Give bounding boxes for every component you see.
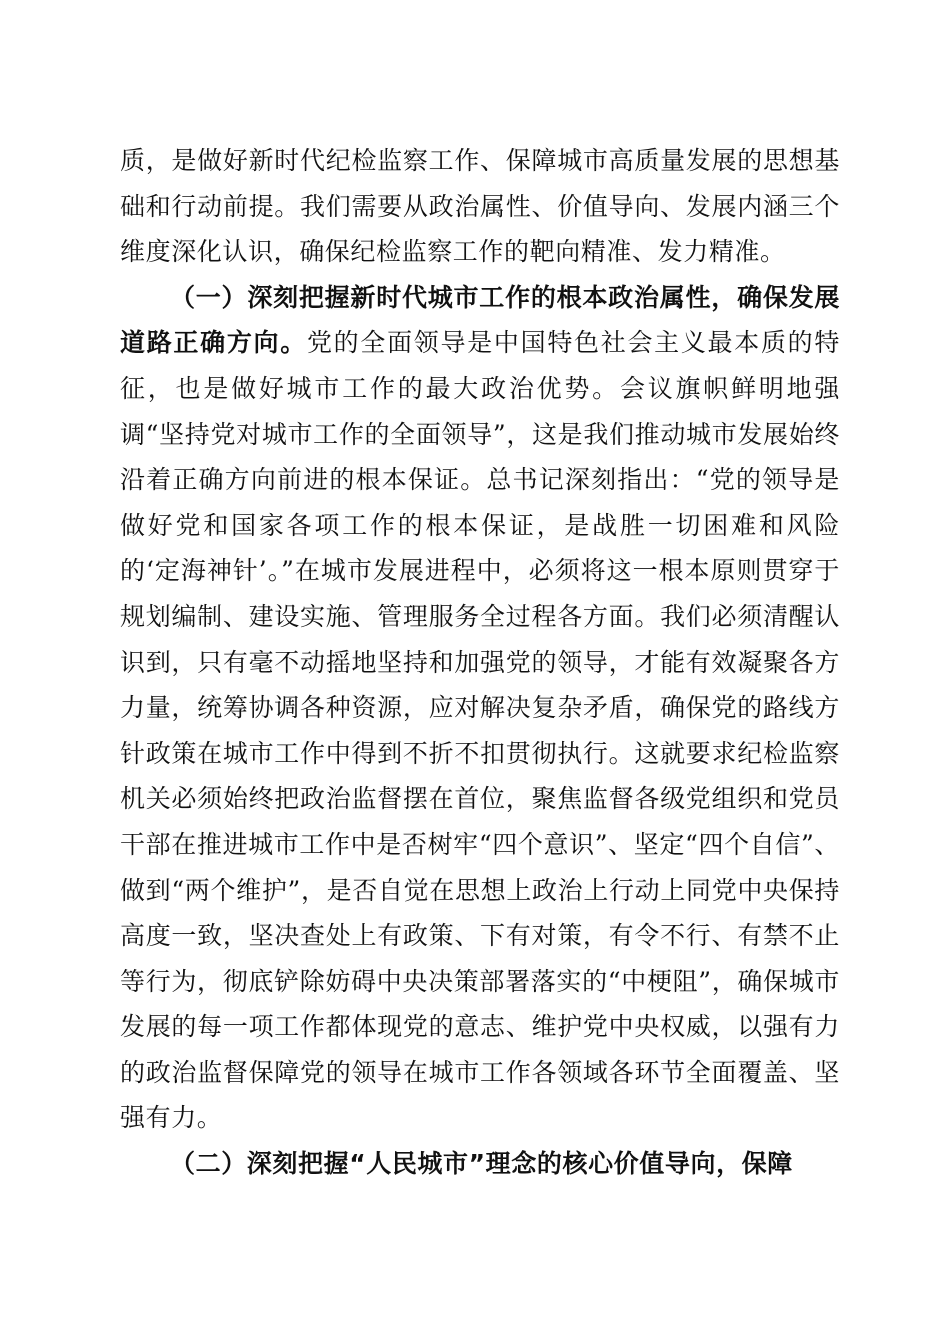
section-heading-1: （一）深刻把握新时代城市工作的根本政治属性，确保发展道路正确方向。 — [120, 282, 840, 358]
paragraph-text: 党的全面领导是中国特色社会主义最本质的特征，也是做好城市工作的最大政治优势。会议旗帜鲜明地强调“坚持党对城市工作的全面领导”，这是我们推动城市发展始终沿着正确方向前进的根本保证。总书记深刻指出：“党的领导是做好党和国家各项工作的根本保证，是战胜一切困难和风险的‘定海神针’。”在城市发展进程中，必须将这一根本原则贯穿于规划编制、建设实施、管理服务全过程各方面。我们必须清醒认识到，只有毫不动摇地坚持和加强党的领导，才能有效凝聚各方力量，统筹协调各种资源，应对解决复杂矛盾，确保党的路线方针政策在城市工作中得到不折不扣贯彻执行。这就要求纪检监察机关必须始终把政治监督摆在首位，聚焦监督各级党组织和党员干部在推进城市工作中是否树牢“四个意识”、坚定“四个自信”、做到“两个维护”，是否自觉在思想上政治上行动上同党中央保持高度一致，坚决查处上有政策、下有对策，有令不行、有禁不止等行为，彻底铲除妨碍中央决策部署落实的“中梗阻”，确保城市发展的每一项工作都体现党的意志、维护党中央权威，以强有力的政治监督保障党的领导在城市工作各领域各环节全面覆盖、坚强有力。 — [120, 328, 840, 1133]
section-heading-2: （二）深刻把握“人民城市”理念的核心价值导向，保障 — [170, 1149, 793, 1179]
paragraph-intro-continuation — [120, 138, 840, 275]
paragraph-text: 质，是做好新时代纪检监察工作、保障城市高质量发展的思想基础和行动前提。我们需要从政治属性、价值导向、发展内涵三个维度深化认识，确保纪检监察工作的靶向精准、发力精准。 — [120, 146, 840, 267]
paragraph-section-2 — [120, 1141, 840, 1187]
document-body — [120, 138, 840, 1187]
paragraph-section-1 — [120, 275, 840, 1141]
